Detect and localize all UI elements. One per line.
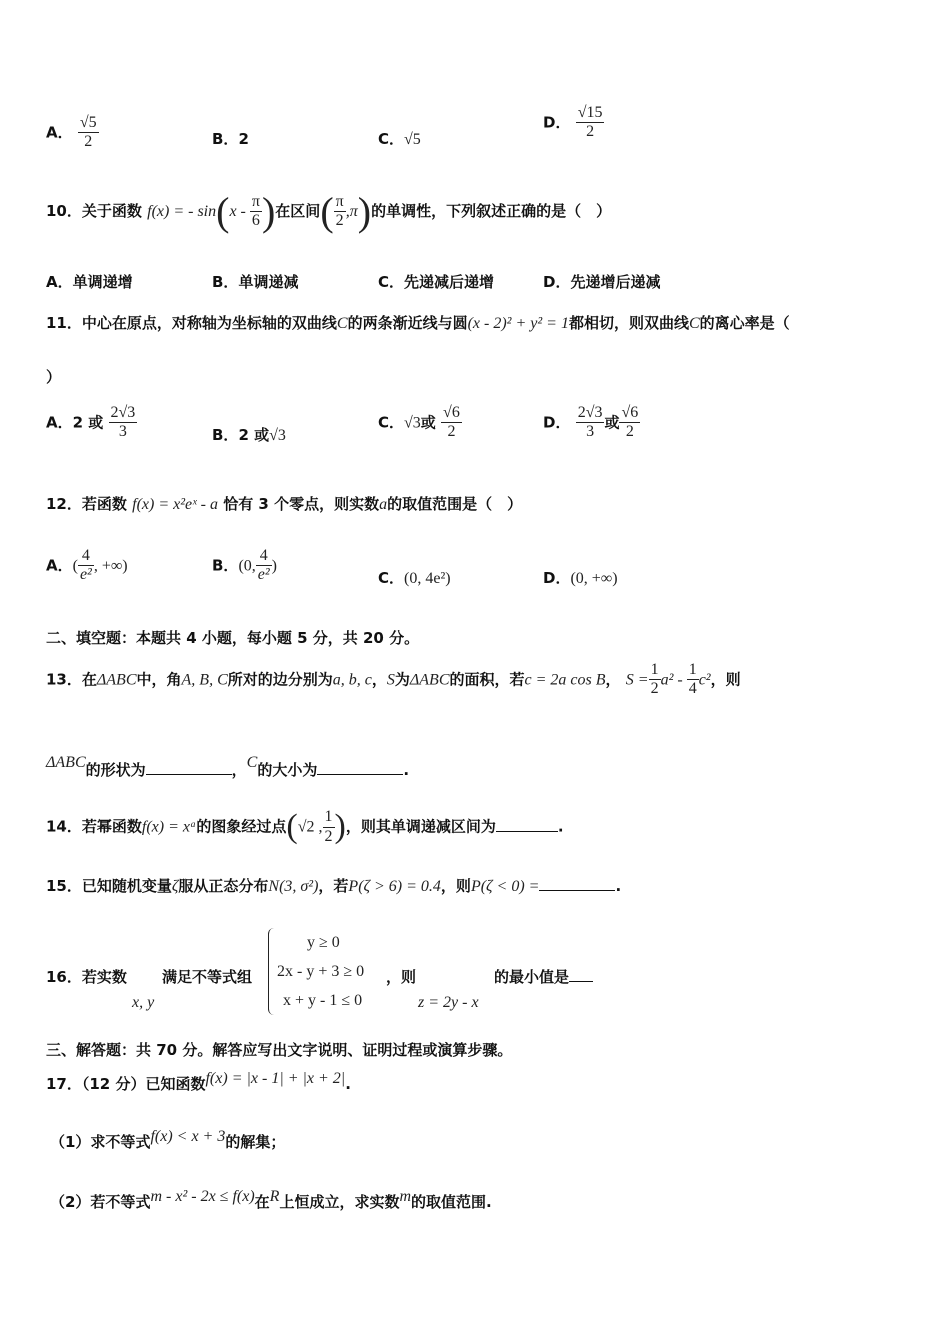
text: 都相切，则双曲线 — [568, 314, 689, 332]
math: √3 — [404, 414, 421, 432]
answer-blank[interactable] — [146, 759, 232, 775]
fraction — [323, 808, 335, 846]
option-text: 2 或 — [238, 426, 270, 444]
q12-option-b — [212, 547, 277, 585]
q12-option-a — [46, 547, 128, 585]
fraction — [576, 404, 605, 442]
math: P(ζ > 6) = 0.4 — [348, 878, 441, 895]
text: ，若 — [318, 877, 349, 895]
text: ，则其单调递减区间为 — [345, 817, 496, 836]
question-16 — [46, 966, 127, 987]
numerator: 1 — [323, 808, 335, 827]
question-11-cont — [46, 366, 61, 387]
text: 的大小为 — [257, 761, 318, 779]
math: S — [386, 671, 395, 689]
math: S = — [625, 671, 649, 689]
denominator: 2 — [447, 423, 456, 441]
q10-option-d — [543, 271, 660, 292]
text: 中，角 — [136, 670, 182, 689]
option-text: 2 或 — [72, 413, 104, 432]
inequality: y ≥ 0 — [307, 934, 340, 951]
option-label: A． — [46, 123, 73, 142]
numerator: π — [334, 193, 346, 212]
q9-option-c — [378, 128, 421, 149]
question-number: 14． — [46, 817, 82, 836]
q11-option-c — [378, 404, 462, 442]
option-text: 先递减后递增 — [404, 273, 495, 291]
question-12 — [46, 493, 522, 514]
math: a² - — [660, 671, 687, 689]
text: 的两条渐近线与圆 — [347, 314, 468, 332]
denominator: e² — [257, 566, 270, 584]
paren: ) — [357, 189, 372, 234]
numerator: 1 — [649, 661, 661, 680]
section-3-heading: 三、解答题：共 70 分。解答应写出文字说明、证明过程或演算步骤。 — [46, 1041, 513, 1059]
numerator: 1 — [687, 661, 699, 680]
q12-option-c — [378, 567, 451, 588]
q9-option-a — [46, 114, 99, 152]
math: (0, +∞) — [570, 570, 618, 587]
math: P(ζ < 0) = — [470, 878, 540, 895]
denominator: 2 — [586, 123, 595, 141]
answer-blank[interactable] — [317, 759, 403, 775]
q9-option-b — [212, 128, 249, 149]
denominator: 2 — [84, 133, 93, 151]
math: c = 2a cos B — [524, 671, 606, 689]
paren: ) — [261, 189, 276, 234]
fraction — [78, 547, 94, 585]
text: . — [615, 877, 622, 895]
question-13 — [46, 661, 741, 699]
math: ) — [271, 557, 277, 575]
option-label: A． — [46, 273, 73, 291]
option-text: √5 — [404, 131, 421, 148]
inequality-system — [268, 928, 364, 1015]
text: . — [403, 761, 410, 779]
option-label: B． — [212, 426, 239, 444]
question-number: 13． — [46, 670, 82, 689]
denominator: 2 — [650, 680, 659, 698]
numerator: 2√3 — [109, 404, 138, 423]
math: C — [336, 315, 348, 332]
text: 若幂函数 — [81, 817, 142, 836]
fraction — [619, 404, 640, 442]
text: 若函数 — [81, 495, 127, 513]
q11-option-b — [212, 424, 286, 445]
fraction — [441, 404, 462, 442]
question-number: 10． — [46, 202, 82, 220]
text: 在区间 — [275, 202, 321, 220]
math: A, B, C — [181, 671, 228, 689]
question-15 — [46, 875, 621, 896]
option-text: 单调递减 — [238, 273, 299, 291]
denominator: 2 — [335, 212, 344, 229]
text: ， — [605, 670, 621, 689]
text: 上恒成立，求实数 — [279, 1193, 400, 1211]
text: ，则 — [440, 877, 471, 895]
fraction — [334, 193, 346, 231]
text: . — [345, 1075, 351, 1093]
question-number: 17． — [46, 1075, 82, 1093]
inequality: x + y - 1 ≤ 0 — [283, 992, 363, 1009]
text: ， — [231, 761, 247, 779]
text: 的取值范围. — [411, 1193, 492, 1211]
option-label: C． — [378, 569, 405, 587]
math: (0, — [238, 557, 256, 575]
text: 在 — [254, 1193, 270, 1211]
math: c² — [698, 671, 711, 689]
fraction — [78, 114, 99, 152]
denominator: 2 — [625, 423, 634, 441]
inequality: 2x - y + 3 ≥ 0 — [277, 963, 365, 980]
math: a — [379, 496, 388, 513]
text: 恰有 3 个零点，则实数 — [223, 495, 380, 513]
q10-option-a — [46, 271, 133, 292]
option-label: D． — [543, 413, 571, 432]
option-label: B． — [212, 130, 239, 148]
fraction — [649, 661, 661, 699]
text: 的取值范围是（ ） — [387, 495, 523, 513]
denominator: 2 — [324, 827, 333, 845]
question-11 — [46, 312, 790, 333]
text: 的形状为 — [85, 761, 146, 779]
q16-text-2: 满足不等式组 — [162, 968, 253, 986]
q11-option-a — [46, 404, 137, 442]
math: ( — [72, 557, 78, 575]
text: 所对的边分别为 — [227, 670, 333, 689]
math: f(x) < x + 3 — [150, 1128, 226, 1145]
text: 为 — [394, 670, 410, 689]
option-label: A． — [46, 556, 73, 575]
math: C — [246, 754, 258, 771]
math: m — [399, 1188, 412, 1205]
math: ΔABC — [409, 671, 450, 689]
question-10 — [46, 188, 611, 235]
denominator: 3 — [118, 423, 127, 441]
text: 的图象经过点 — [196, 817, 287, 836]
fraction — [250, 193, 262, 231]
question-17 — [46, 1070, 351, 1094]
option-label: C． — [378, 273, 405, 291]
math: C — [688, 315, 700, 332]
option-text: 单调递增 — [72, 273, 133, 291]
q16-objective: z = 2y - x — [418, 994, 479, 1011]
math: (x - 2)² + y² = 1 — [467, 315, 569, 332]
math: x - — [229, 203, 250, 220]
numerator: 4 — [78, 547, 94, 566]
text: 若实数 — [81, 968, 127, 986]
q10-option-b — [212, 271, 298, 292]
q12-option-d — [543, 567, 618, 588]
paren: ( — [320, 189, 334, 234]
math: √2 , — [297, 818, 323, 836]
q16-text-3: ，则 — [386, 968, 417, 986]
denominator: 6 — [251, 212, 260, 229]
answer-blank[interactable] — [569, 966, 593, 982]
option-label: D． — [543, 113, 571, 132]
answer-blank[interactable] — [539, 875, 615, 891]
option-label: D． — [543, 569, 571, 587]
text: 的最小值是 — [494, 968, 570, 986]
numerator: √5 — [78, 114, 99, 133]
text: 的离心率是（ — [699, 314, 790, 332]
denominator: 3 — [586, 423, 595, 441]
text: 的面积，若 — [449, 670, 525, 689]
q11-option-d — [543, 404, 640, 442]
numerator: √15 — [576, 104, 605, 123]
paren: ) — [334, 808, 346, 845]
math: ΔABC — [96, 671, 137, 689]
option-label: C． — [378, 130, 405, 148]
numerator: 2√3 — [576, 404, 605, 423]
fraction — [687, 661, 699, 699]
option-label: D． — [543, 273, 571, 291]
text: 中心在原点，对称轴为坐标轴的双曲线 — [81, 314, 337, 332]
answer-blank[interactable] — [496, 816, 558, 832]
math: , +∞) — [93, 557, 128, 575]
paren: ( — [216, 189, 230, 234]
math: a, b, c — [332, 671, 372, 689]
denominator: 4 — [688, 680, 697, 698]
text: （2）若不等式 — [50, 1193, 151, 1211]
option-label: A． — [46, 413, 73, 432]
option-label: B． — [212, 273, 239, 291]
denominator: e² — [79, 566, 92, 584]
math: f(x) = x²eˣ - a — [132, 496, 218, 513]
math: ζ — [171, 878, 179, 895]
numerator: √6 — [619, 404, 640, 423]
question-number: 16． — [46, 968, 82, 986]
question-17-part-1 — [50, 1128, 285, 1152]
text: 服从正态分布 — [178, 877, 269, 895]
option-text: 或 — [420, 413, 436, 432]
math: R — [269, 1188, 280, 1205]
text: . — [557, 817, 564, 836]
q16-vars: x, y — [132, 994, 155, 1011]
question-number: 12． — [46, 495, 82, 513]
option-label: C． — [378, 413, 405, 432]
numerator: π — [250, 193, 262, 212]
question-number: 15． — [46, 877, 82, 895]
text: 的解集； — [225, 1133, 286, 1151]
math: f(x) = xᵃ — [141, 818, 197, 836]
math: (0, 4e²) — [404, 570, 451, 587]
math: √3 — [269, 427, 286, 444]
text: 在 — [81, 670, 97, 689]
question-13-line-2 — [46, 754, 409, 780]
question-14 — [46, 808, 564, 846]
option-text: 或 — [604, 413, 620, 432]
fraction — [109, 404, 138, 442]
fraction — [576, 104, 605, 142]
text: 的单调性，下列叙述正确的是（ ） — [371, 202, 612, 220]
fraction — [256, 547, 272, 585]
math: ΔABC — [46, 754, 86, 771]
q9-option-d — [543, 104, 604, 142]
text: 已知随机变量 — [81, 877, 172, 895]
text: （1）求不等式 — [50, 1133, 151, 1151]
numerator: 4 — [256, 547, 272, 566]
math: ,π — [345, 203, 358, 220]
option-label: B． — [212, 556, 239, 575]
math: f(x) = |x - 1| + |x + 2| — [205, 1070, 346, 1087]
paren: ( — [286, 808, 298, 845]
q16-text-4 — [494, 966, 593, 987]
math: m - x² - 2x ≤ f(x) — [150, 1188, 255, 1205]
q10-option-c — [378, 271, 494, 292]
text: ， — [371, 670, 387, 689]
math: f(x) = - sin — [147, 203, 217, 220]
math: N(3, σ²) — [268, 878, 319, 895]
text: ） — [46, 368, 62, 386]
question-17-part-2 — [50, 1188, 492, 1212]
option-text: 先递增后递减 — [570, 273, 661, 291]
text: ，则 — [710, 670, 741, 689]
option-text: 2 — [238, 130, 249, 148]
section-2-heading: 二、填空题：本题共 4 小题，每小题 5 分，共 20 分。 — [46, 629, 420, 647]
numerator: √6 — [441, 404, 462, 423]
question-number: 11． — [46, 314, 82, 332]
text: （12 分）已知函数 — [81, 1075, 206, 1093]
text: 关于函数 — [81, 202, 142, 220]
